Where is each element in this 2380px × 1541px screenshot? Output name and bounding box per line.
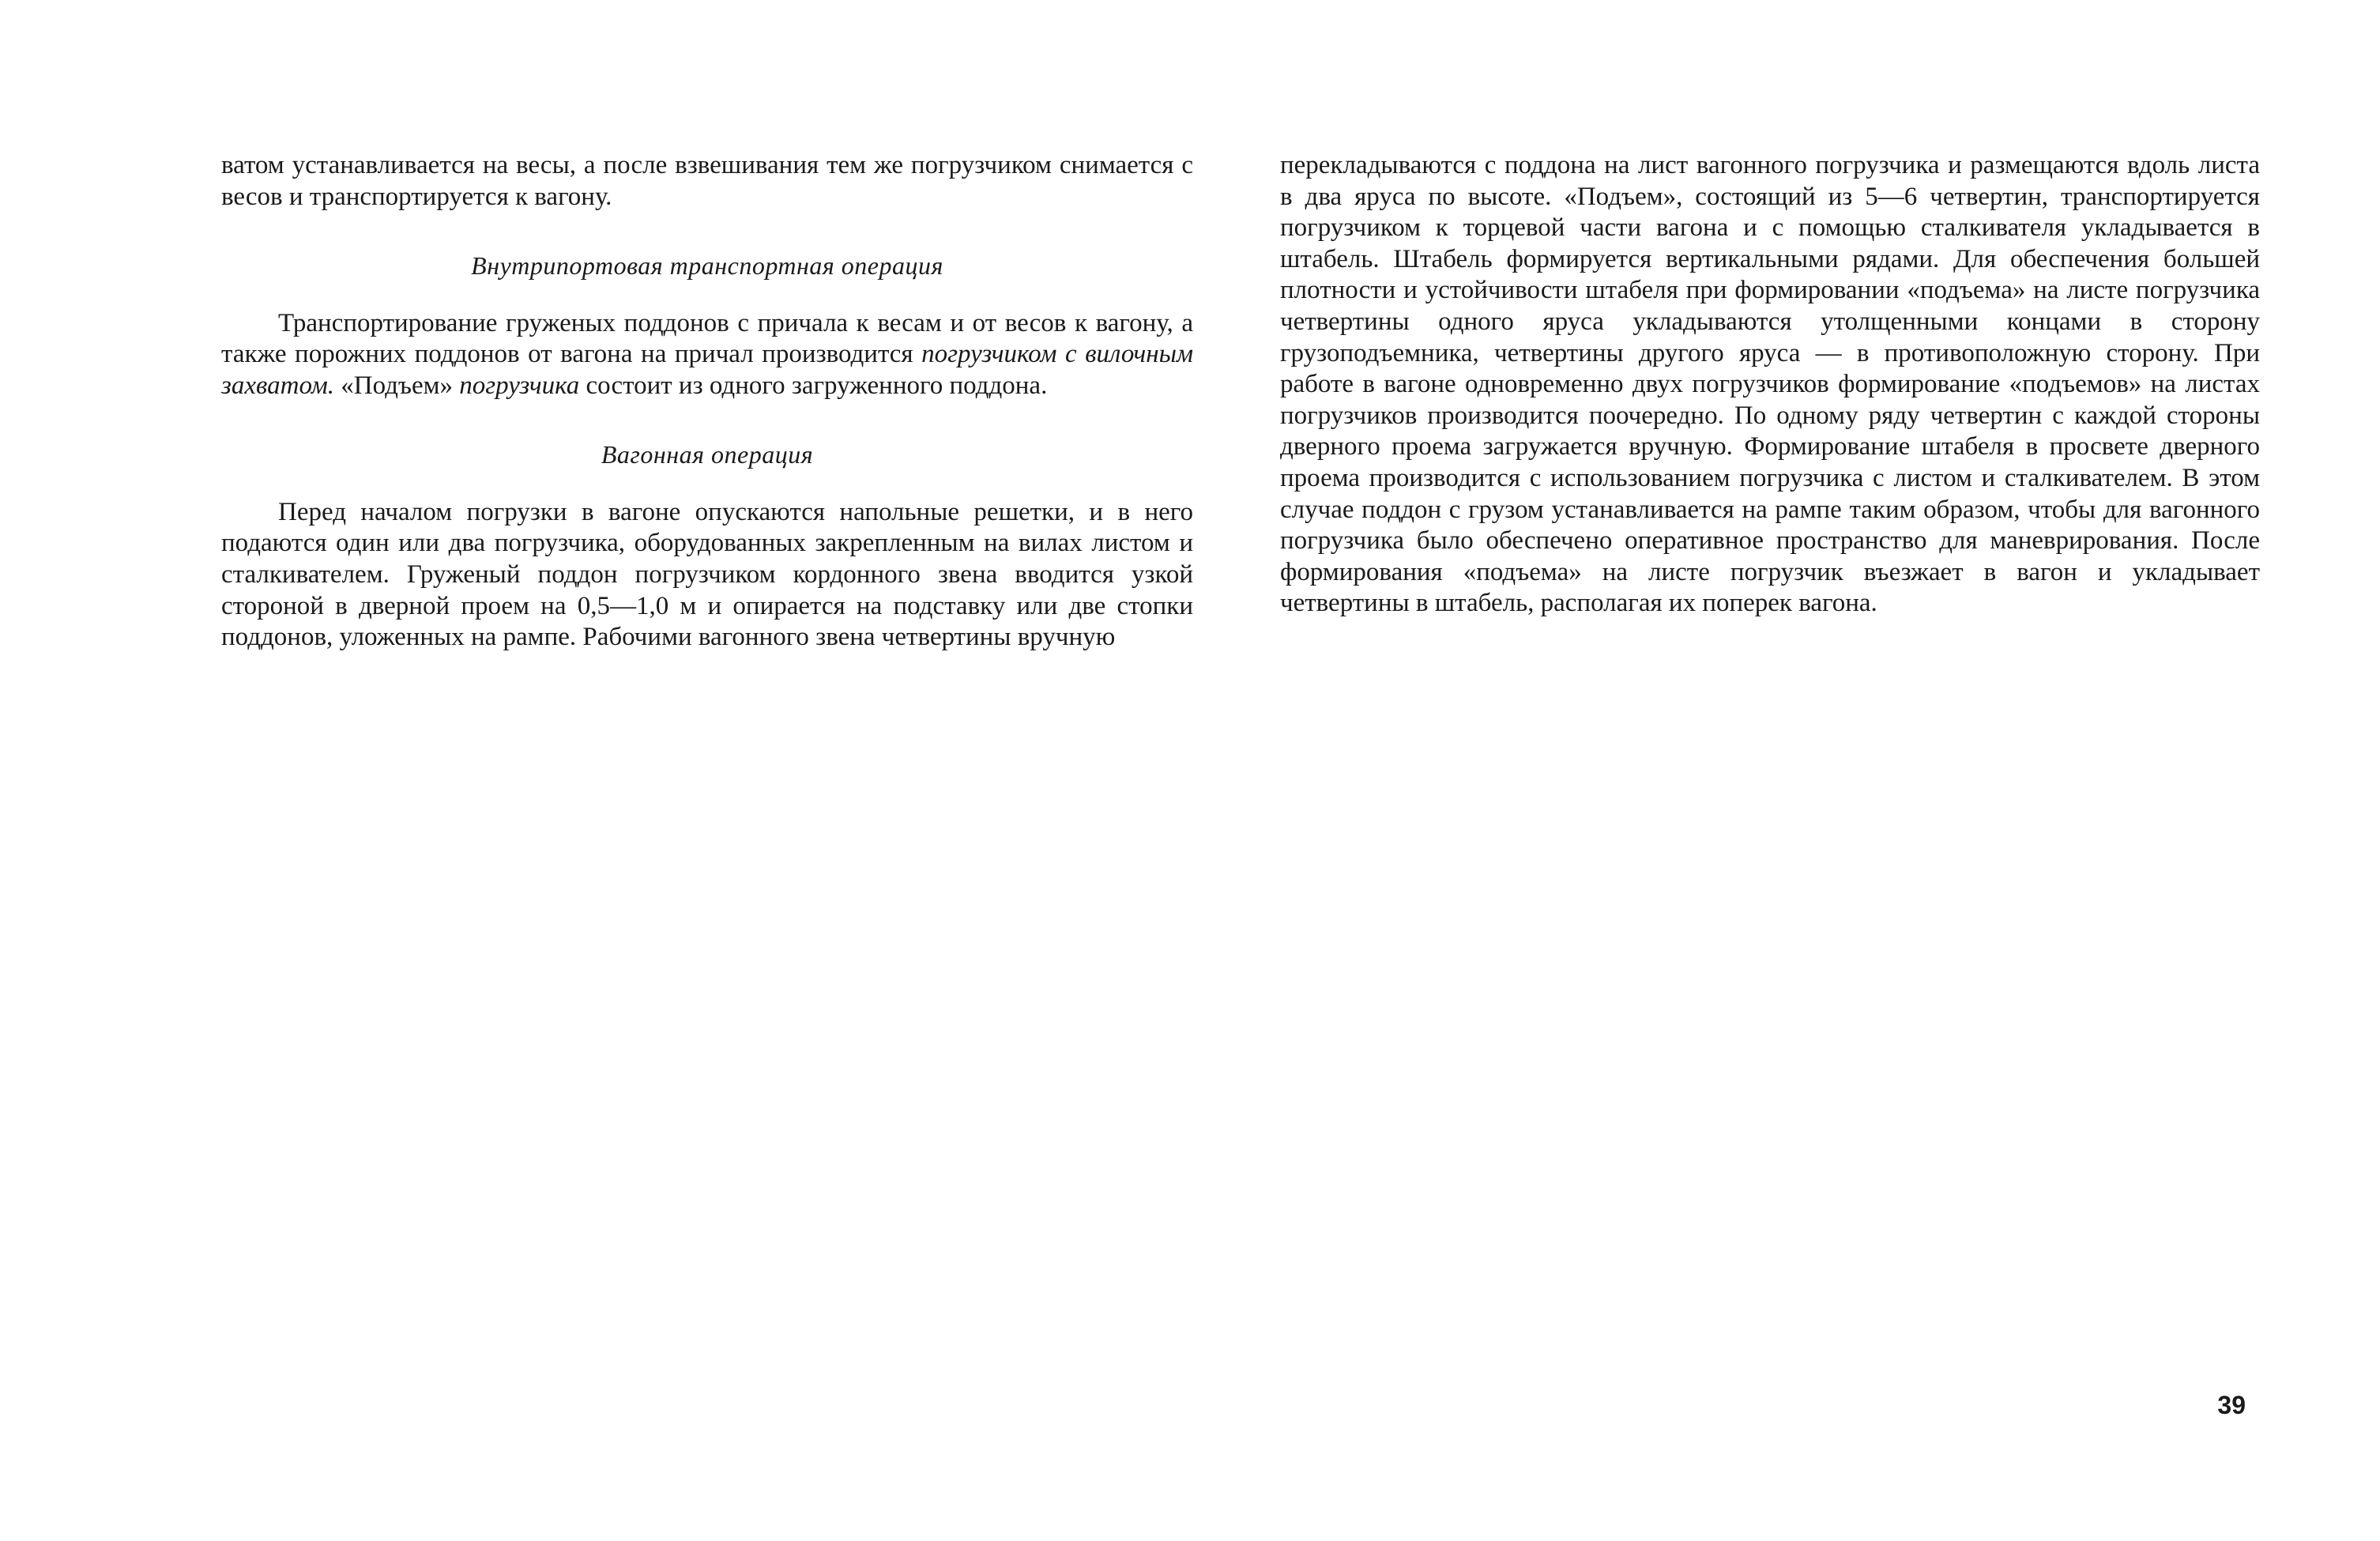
text-run-italic: погрузчика — [459, 371, 580, 400]
right-column — [1280, 150, 2260, 620]
paragraph-wagon-operation: Перед началом погрузки в вагоне опускаются напольные решетки, и в него подаются один или два погрузчика, оборудованных закрепленным на вилах листом и сталкивателем. Груженый поддон погрузчиком кордонного звена вводится узкой стороной в дверной проем на 0,5—1,0 м и опирается на подставку или две стопки поддонов, уложенных на рампе. Рабочими вагонного звена четвертины вручную — [221, 497, 1193, 652]
text-run: Транспортирование груженых поддонов с причала к весам и от весов к вагону, а также порожних поддонов от вагона на причал производится — [221, 308, 1193, 369]
left-column — [221, 150, 1193, 654]
text-run: «Подъем» — [334, 371, 460, 400]
text-run: состоит из одного загруженного поддона. — [579, 371, 1048, 400]
paragraph-transport — [221, 308, 1193, 402]
paragraph-continuation: ватом устанавливается на весы, а после взвешивания тем же погрузчиком снимается с весов и транспортируется к вагону. — [221, 151, 1193, 211]
page-number: 39 — [2217, 1391, 2246, 1419]
paragraph-wagon-continuation: перекладываются с поддона на лист вагонного погрузчика и размещаются вдоль листа в два яруса по высоте. «Подъем», состоящий из 5—6 четвертин, транспортируется погрузчиком к торцевой части вагона и с помощью сталкивателя укладывается в штабель. Штабель формируется вертикальными рядами. Для обеспечения большей плотности и устойчивости штабеля при формировании «подъема» на листе погрузчика четвертины одного яруса укладываются утолщенными концами в сторону грузоподъемника, четвертины другого яруса — в противоположную сторону. При работе в вагоне одновременно двух погрузчиков формирование «подъемов» на листах погрузчиков производится поочередно. По одному ряду четвертин с каждой стороны дверного проема загружается вручную. Формирование штабеля в просвете дверного проема производится с использованием погрузчика с листом и сталкивателем. В этом случае поддон с грузом устанавливается на рампе таким образом, чтобы для вагонного погрузчика было обеспечено оперативное пространство для маневрирования. После формирования «подъема» на листе погрузчик въезжает в вагон и укладывает четвертины в штабель, располагая их поперек вагона. — [1280, 151, 2260, 618]
section-heading-wagon: Вагонная операция — [601, 440, 814, 469]
section-heading-intraport: Внутрипортовая транспортная операция — [471, 251, 943, 281]
text-run-italic: погрузчиком с вилочным захватом. — [221, 340, 1194, 400]
